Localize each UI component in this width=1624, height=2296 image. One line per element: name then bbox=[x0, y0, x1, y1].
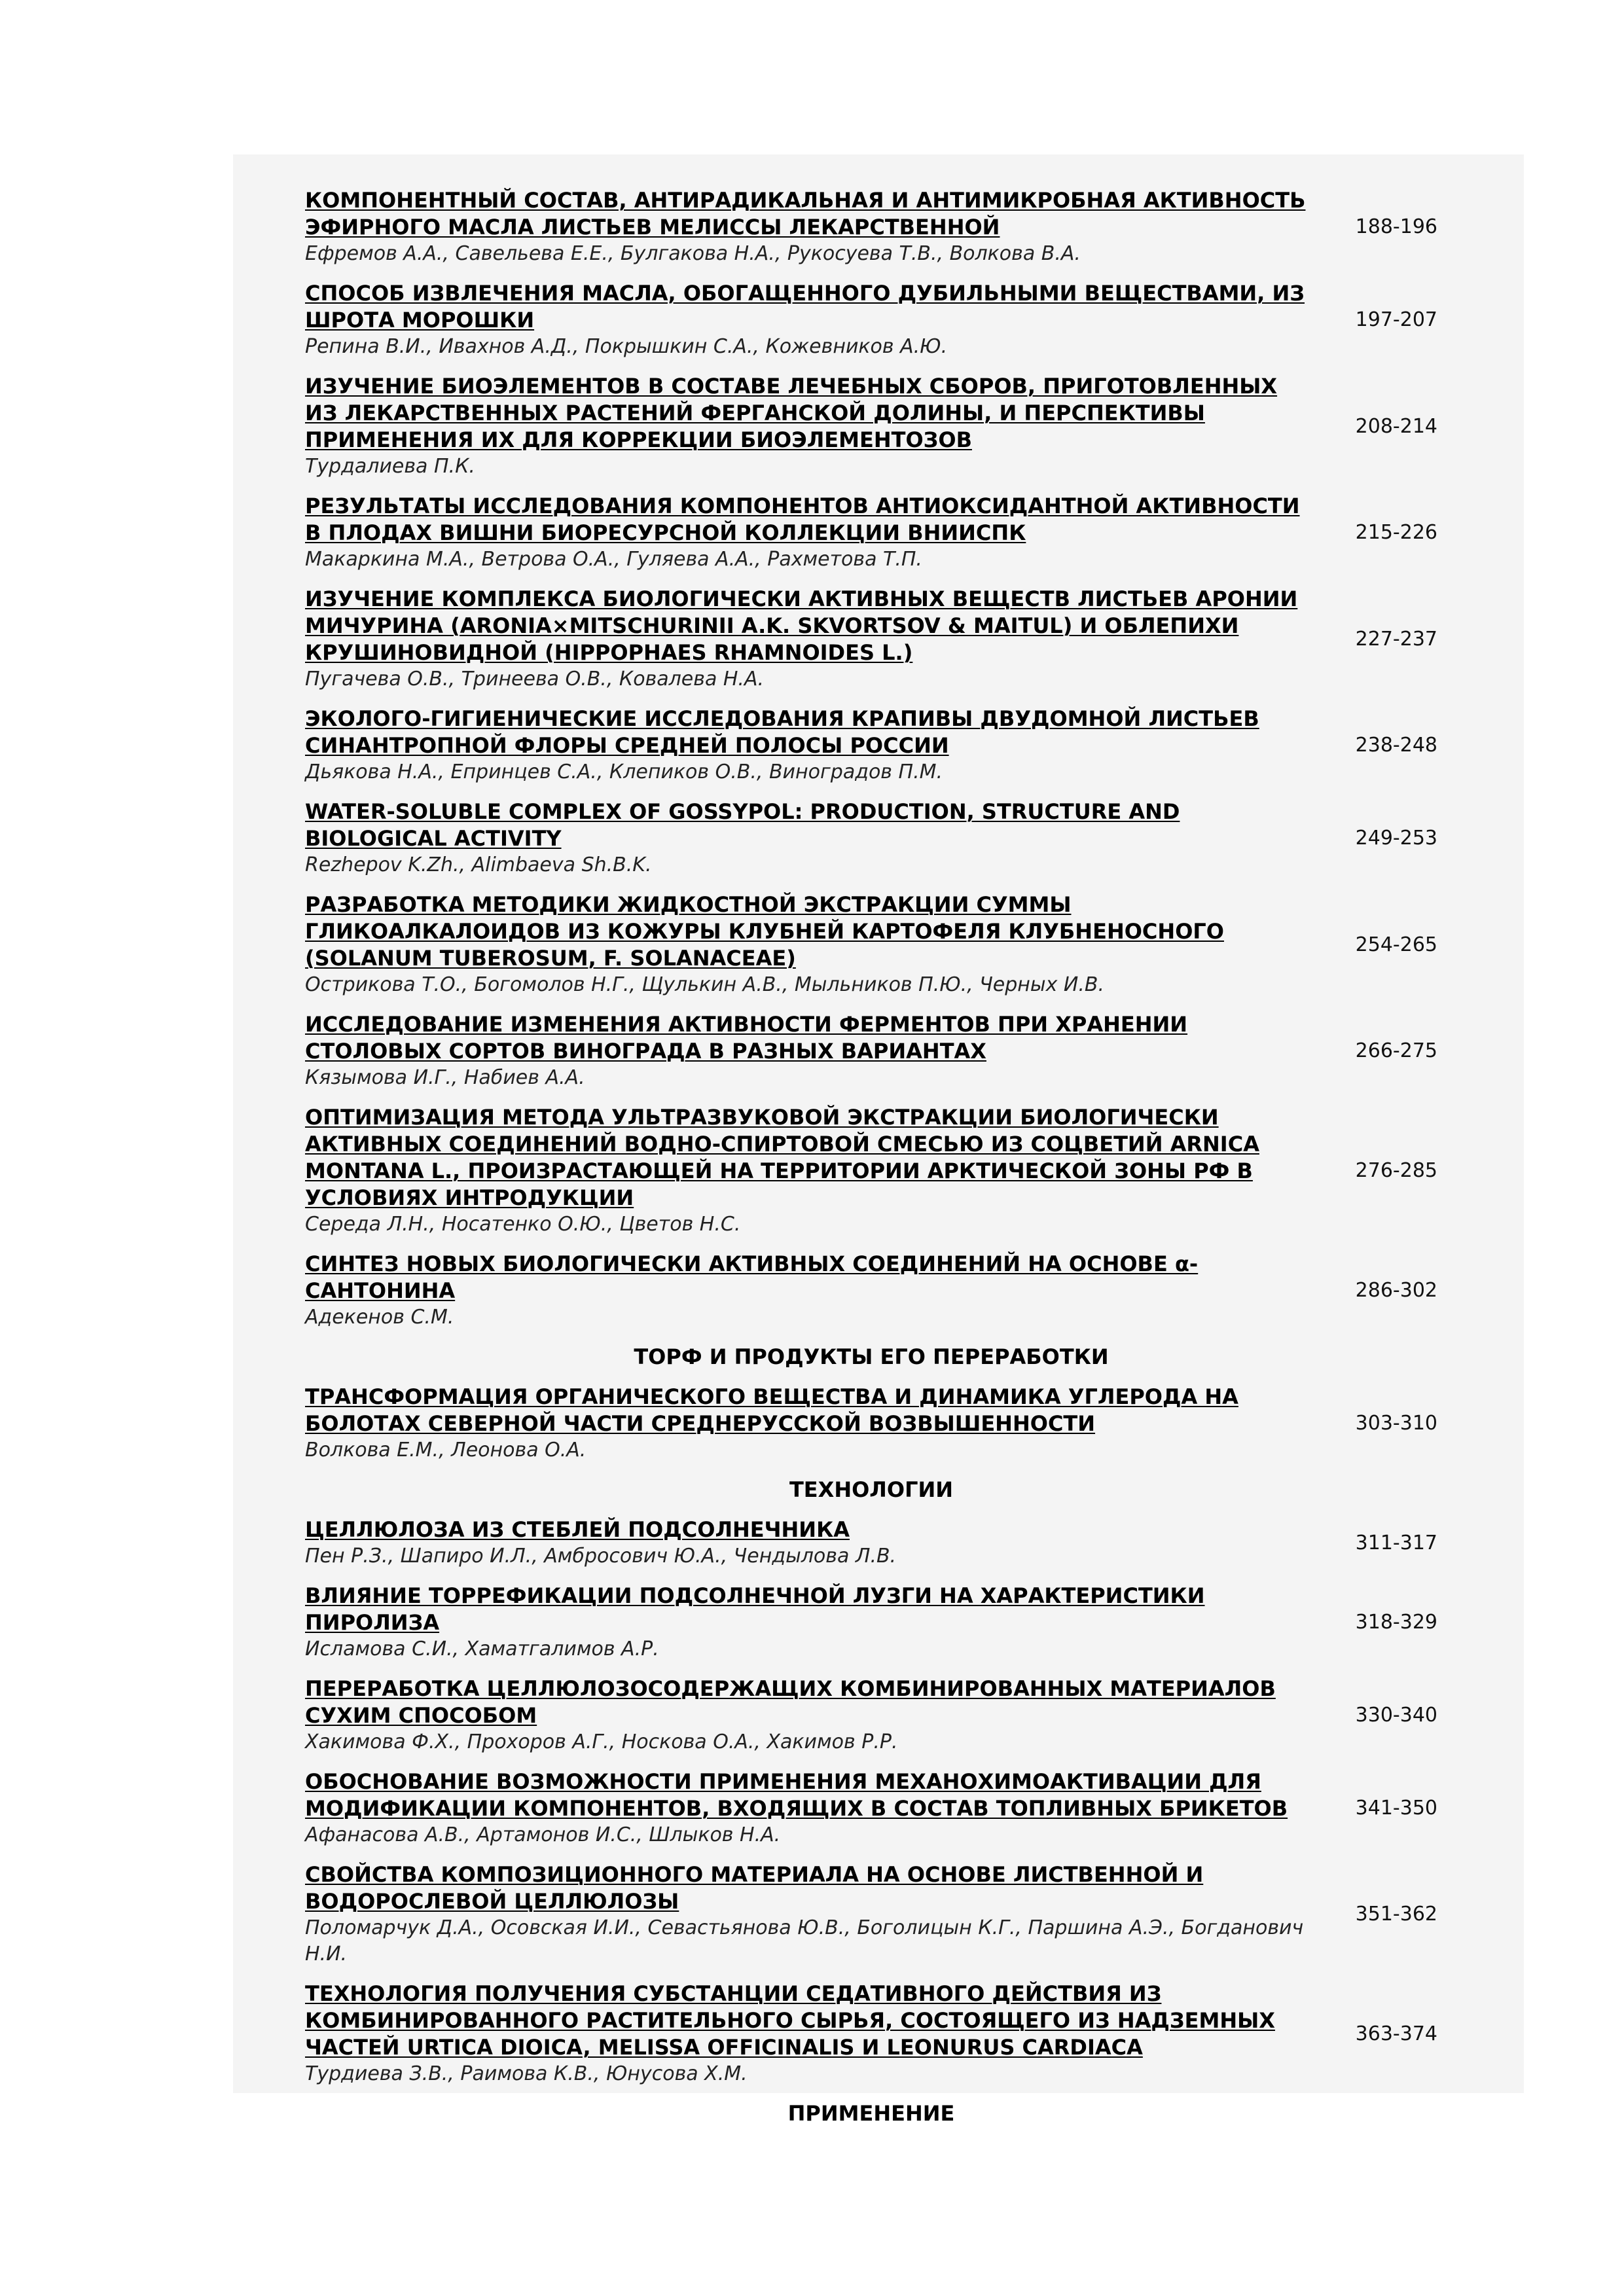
toc-entry bbox=[305, 187, 1437, 267]
article-authors: Турдиева З.В., Раимова К.В., Юнусова Х.М. bbox=[305, 2062, 748, 2085]
toc-entry-text bbox=[305, 586, 1313, 692]
toc-entry bbox=[305, 493, 1437, 573]
article-authors: Репина В.И., Ивахнов А.Д., Покрышкин С.А., Кожевников А.Ю. bbox=[305, 335, 948, 358]
article-authors: Пен Р.З., Шапиро И.Л., Амбросович Ю.А., Чендылова Л.В. bbox=[305, 1545, 897, 1568]
toc-entry-text bbox=[305, 280, 1313, 360]
article-authors: Ефремов А.А., Савельева Е.Е., Булгакова Н.А., Рукосуева Т.В., Волкова В.А. bbox=[305, 242, 1081, 265]
article-authors: Пугачева О.В., Тринеева О.В., Ковалева Н.А. bbox=[305, 668, 765, 691]
article-authors: Адекенов С.М. bbox=[305, 1306, 454, 1329]
article-title-link[interactable]: ПЕРЕРАБОТКА ЦЕЛЛЮЛОЗОСОДЕРЖАЩИХ КОМБИНИРОВАННЫХ МАТЕРИАЛОВ СУХИМ СПОСОБОМ bbox=[305, 1676, 1276, 1728]
page-range: 215-226 bbox=[1355, 521, 1437, 544]
page-range: 311-317 bbox=[1355, 1531, 1437, 1554]
toc-entry bbox=[305, 1251, 1437, 1331]
article-authors: Исламова С.И., Хаматгалимов А.Р. bbox=[305, 1638, 659, 1660]
toc-entry bbox=[305, 1104, 1437, 1238]
toc-entry-text bbox=[305, 1583, 1313, 1662]
article-title-link[interactable]: ЦЕЛЛЮЛОЗА ИЗ СТЕБЛЕЙ ПОДСОЛНЕЧНИКА bbox=[305, 1517, 850, 1542]
page-range: 254-265 bbox=[1355, 933, 1437, 956]
section-heading: ТОРФ И ПРОДУКТЫ ЕГО ПЕРЕРАБОТКИ bbox=[634, 1344, 1109, 1369]
article-authors: Поломарчук Д.А., Осовская И.И., Севастьянова Ю.В., Боголицын К.Г., Паршина А.Э., Богданович Н.И. bbox=[305, 1916, 1304, 1965]
toc-entry-text bbox=[305, 1104, 1313, 1238]
article-title-link[interactable]: СИНТЕЗ НОВЫХ БИОЛОГИЧЕСКИ АКТИВНЫХ СОЕДИНЕНИЙ НА ОСНОВЕ α-САНТОНИНА bbox=[305, 1251, 1199, 1303]
article-title-link[interactable]: ОБОСНОВАНИЕ ВОЗМОЖНОСТИ ПРИМЕНЕНИЯ МЕХАНОХИМОАКТИВАЦИИ ДЛЯ МОДИФИКАЦИИ КОМПОНЕНТОВ, ВХОДЯЩИХ В СОСТАВ ТОПЛИВНЫХ БРИКЕТОВ bbox=[305, 1769, 1288, 1821]
article-title-link[interactable]: ВЛИЯНИЕ ТОРРЕФИКАЦИИ ПОДСОЛНЕЧНОЙ ЛУЗГИ НА ХАРАКТЕРИСТИКИ ПИРОЛИЗА bbox=[305, 1583, 1205, 1635]
article-title-link[interactable]: КОМПОНЕНТНЫЙ СОСТАВ, АНТИРАДИКАЛЬНАЯ И АНТИМИКРОБНАЯ АКТИВНОСТЬ ЭФИРНОГО МАСЛА ЛИСТЬЕВ МЕЛИССЫ ЛЕКАРСТВЕННОЙ bbox=[305, 188, 1306, 240]
article-title-link[interactable]: ИЗУЧЕНИЕ БИОЭЛЕМЕНТОВ В СОСТАВЕ ЛЕЧЕБНЫХ СБОРОВ, ПРИГОТОВЛЕННЫХ ИЗ ЛЕКАРСТВЕННЫХ РАСТЕНИЙ ФЕРГАНСКОЙ ДОЛИНЫ, И ПЕРСПЕКТИВЫ ПРИМЕНЕНИЯ ИХ ДЛЯ КОРРЕКЦИИ БИОЭЛЕМЕНТОЗОВ bbox=[305, 374, 1278, 452]
article-title-link[interactable]: ТЕХНОЛОГИЯ ПОЛУЧЕНИЯ СУБСТАНЦИИ СЕДАТИВНОГО ДЕЙСТВИЯ ИЗ КОМБИНИРОВАННОГО РАСТИТЕЛЬНОГО СЫРЬЯ, СОСТОЯЩЕГО ИЗ НАДЗЕМНЫХ ЧАСТЕЙ URTICA DIOICA, MELISSA OFFICINALIS И LEONURUS CARDIACA bbox=[305, 1981, 1275, 2060]
toc-entry bbox=[305, 1583, 1437, 1662]
page-range: 330-340 bbox=[1355, 1704, 1437, 1727]
article-authors: Волкова Е.М., Леонова О.А. bbox=[305, 1439, 586, 1462]
article-title-link[interactable]: WATER-SOLUBLE COMPLEX OF GOSSYPOL: PRODUCTION, STRUCTURE AND BIOLOGICAL ACTIVITY bbox=[305, 799, 1180, 851]
toc-entry bbox=[305, 373, 1437, 480]
toc-entry bbox=[305, 1861, 1437, 1967]
toc-entry-text bbox=[305, 706, 1313, 785]
page-range: 266-275 bbox=[1355, 1039, 1437, 1062]
page-range: 249-253 bbox=[1355, 827, 1437, 850]
section-heading: ТЕХНОЛОГИИ bbox=[789, 1477, 954, 1502]
toc-entry-text bbox=[305, 1011, 1313, 1091]
article-title-link[interactable]: РЕЗУЛЬТАТЫ ИССЛЕДОВАНИЯ КОМПОНЕНТОВ АНТИОКСИДАНТНОЙ АКТИВНОСТИ В ПЛОДАХ ВИШНИ БИОРЕСУРСНОЙ КОЛЛЕКЦИИ ВНИИСПК bbox=[305, 493, 1300, 545]
toc-entry bbox=[305, 891, 1437, 998]
toc-entry-text bbox=[305, 798, 1313, 878]
article-authors: Кязымова И.Г., Набиев А.А. bbox=[305, 1066, 585, 1089]
toc-entry bbox=[305, 1011, 1437, 1091]
article-title-link[interactable]: ИЗУЧЕНИЕ КОМПЛЕКСА БИОЛОГИЧЕСКИ АКТИВНЫХ ВЕЩЕСТВ ЛИСТЬЕВ АРОНИИ МИЧУРИНА (ARONIA×MITSCHURINII A.K. SKVORTSOV & MAITUL) И ОБЛЕПИХИ КРУШИНОВИДНОЙ (HIPPOPHAES RHAMNOIDES L.) bbox=[305, 586, 1298, 665]
toc-entry bbox=[305, 706, 1437, 785]
toc-entry-text bbox=[305, 1251, 1313, 1331]
toc-entry-text bbox=[305, 373, 1313, 480]
article-authors: Rezhepov K.Zh., Alimbaeva Sh.B.K. bbox=[305, 853, 652, 876]
table-of-contents bbox=[305, 187, 1437, 2140]
article-authors: Дьякова Н.А., Епринцев С.А., Клепиков О.В., Виноградов П.М. bbox=[305, 761, 943, 783]
page-range: 303-310 bbox=[1355, 1412, 1437, 1435]
toc-entry bbox=[305, 1516, 1437, 1570]
page-range: 276-285 bbox=[1355, 1159, 1437, 1182]
page-range: 197-207 bbox=[1355, 308, 1437, 331]
article-title-link[interactable]: РАЗРАБОТКА МЕТОДИКИ ЖИДКОСТНОЙ ЭКСТРАКЦИИ СУММЫ ГЛИКОАЛКАЛОИДОВ ИЗ КОЖУРЫ КЛУБНЕЙ КАРТОФЕЛЯ КЛУБНЕНОСНОГО (SOLANUM TUBEROSUM, F. SOLANACEAE) bbox=[305, 892, 1224, 971]
toc-entry-text bbox=[305, 1516, 1313, 1570]
page-range: 318-329 bbox=[1355, 1611, 1437, 1634]
article-title-link[interactable]: ТРАНСФОРМАЦИЯ ОРГАНИЧЕСКОГО ВЕЩЕСТВА И ДИНАМИКА УГЛЕРОДА НА БОЛОТАХ СЕВЕРНОЙ ЧАСТИ СРЕДНЕРУССКОЙ ВОЗВЫШЕННОСТИ bbox=[305, 1384, 1238, 1436]
article-authors: Афанасова А.В., Артамонов И.С., Шлыков Н.А. bbox=[305, 1823, 781, 1846]
page-range: 208-214 bbox=[1355, 414, 1437, 438]
article-title-link[interactable]: ЭКОЛОГО-ГИГИЕНИЧЕСКИЕ ИССЛЕДОВАНИЯ КРАПИВЫ ДВУДОМНОЙ ЛИСТЬЕВ СИНАНТРОПНОЙ ФЛОРЫ СРЕДНЕЙ ПОЛОСЫ РОССИИ bbox=[305, 706, 1259, 758]
article-authors: Хакимова Ф.Х., Прохоров А.Г., Носкова О.А., Хакимов Р.Р. bbox=[305, 1731, 898, 1753]
page-range: 286-302 bbox=[1355, 1279, 1437, 1302]
page-range: 188-196 bbox=[1355, 215, 1437, 238]
toc-entry-text bbox=[305, 1768, 1313, 1848]
article-title-link[interactable]: ОПТИМИЗАЦИЯ МЕТОДА УЛЬТРАЗВУКОВОЙ ЭКСТРАКЦИИ БИОЛОГИЧЕСКИ АКТИВНЫХ СОЕДИНЕНИЙ ВОДНО-СПИРТОВОЙ СМЕСЬЮ ИЗ СОЦВЕТИЙ ARNICA MONTANA L., ПРОИЗРАСТАЮЩЕЙ НА ТЕРРИТОРИИ АРКТИЧЕСКОЙ ЗОНЫ РФ В УСЛОВИЯХ ИНТРОДУКЦИИ bbox=[305, 1105, 1259, 1210]
article-authors: Макаркина М.А., Ветрова О.А., Гуляева А.А., Рахметова Т.П. bbox=[305, 548, 922, 571]
article-title-link[interactable]: СПОСОБ ИЗВЛЕЧЕНИЯ МАСЛА, ОБОГАЩЕННОГО ДУБИЛЬНЫМИ ВЕЩЕСТВАМИ, ИЗ ШРОТА МОРОШКИ bbox=[305, 281, 1305, 332]
toc-entry-text bbox=[305, 1861, 1313, 1967]
toc-entry-text bbox=[305, 1676, 1313, 1755]
toc-entry bbox=[305, 1384, 1437, 1463]
toc-entry bbox=[305, 586, 1437, 692]
toc-entry-text bbox=[305, 891, 1313, 998]
toc-entry-text bbox=[305, 1384, 1313, 1463]
toc-entry-text bbox=[305, 1981, 1313, 2087]
toc-entry bbox=[305, 798, 1437, 878]
article-authors: Середа Л.Н., Носатенко О.Ю., Цветов Н.С. bbox=[305, 1213, 741, 1236]
toc-entry bbox=[305, 1981, 1437, 2087]
article-authors: Острикова Т.О., Богомолов Н.Г., Щулькин А.В., Мыльников П.Ю., Черных И.В. bbox=[305, 973, 1104, 996]
article-title-link[interactable]: ИССЛЕДОВАНИЕ ИЗМЕНЕНИЯ АКТИВНОСТИ ФЕРМЕНТОВ ПРИ ХРАНЕНИИ СТОЛОВЫХ СОРТОВ ВИНОГРАДА В РАЗНЫХ ВАРИАНТАХ bbox=[305, 1012, 1188, 1064]
page-range: 363-374 bbox=[1355, 2022, 1437, 2045]
page-range: 227-237 bbox=[1355, 627, 1437, 651]
toc-entry-text bbox=[305, 187, 1313, 267]
page-range: 238-248 bbox=[1355, 734, 1437, 757]
page-range: 351-362 bbox=[1355, 1903, 1437, 1926]
toc-entry-text bbox=[305, 493, 1313, 573]
toc-entry bbox=[305, 280, 1437, 360]
article-authors: Турдалиева П.К. bbox=[305, 455, 475, 478]
section-heading: ПРИМЕНЕНИЕ bbox=[787, 2101, 955, 2126]
article-title-link[interactable]: СВОЙСТВА КОМПОЗИЦИОННОГО МАТЕРИАЛА НА ОСНОВЕ ЛИСТВЕННОЙ И ВОДОРОСЛЕВОЙ ЦЕЛЛЮЛОЗЫ bbox=[305, 1862, 1204, 1914]
toc-entry bbox=[305, 1768, 1437, 1848]
page-range: 341-350 bbox=[1355, 1797, 1437, 1820]
toc-entry bbox=[305, 1676, 1437, 1755]
